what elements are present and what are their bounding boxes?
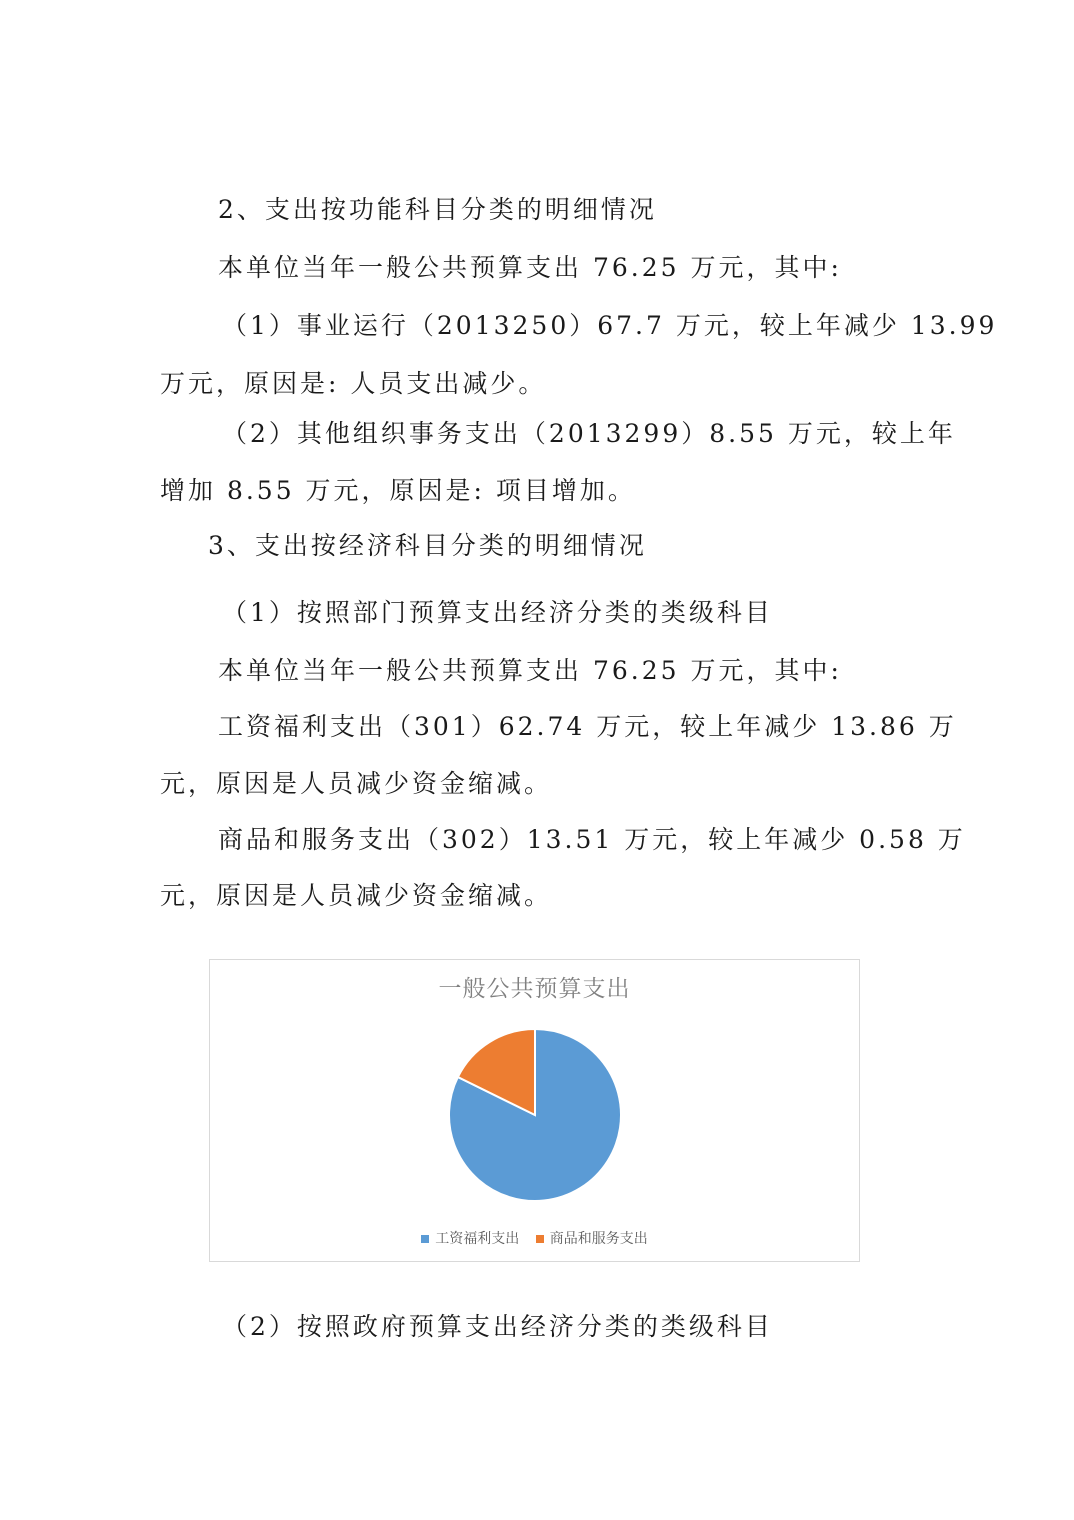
legend-label-goods-services: 商品和服务支出 — [549, 1231, 648, 1247]
paragraph-line: （1）事业运行（2013250）67.7 万元，较上年减少 13.99 — [222, 311, 998, 340]
paragraph-line: 元，原因是人员减少资金缩减。 — [160, 881, 553, 910]
chart-legend — [210, 1228, 859, 1248]
legend-item-goods-services — [536, 1228, 648, 1248]
legend-label-salary: 工资福利支出 — [435, 1231, 520, 1247]
paragraph-line: 增加 8.55 万元，原因是: 项目增加。 — [160, 476, 636, 505]
paragraph-line: 商品和服务支出（302）13.51 万元，较上年减少 0.58 万 — [218, 825, 966, 854]
paragraph-line: 工资福利支出（301）62.74 万元，较上年减少 13.86 万 — [218, 712, 957, 741]
paragraph-line: 本单位当年一般公共预算支出 76.25 万元，其中: — [218, 253, 842, 282]
paragraph-line: 元，原因是人员减少资金缩减。 — [160, 769, 553, 798]
chart-title: 一般公共预算支出 — [438, 976, 631, 1002]
section-heading-functional: 2、支出按功能科目分类的明细情况 — [218, 195, 657, 224]
legend-item-salary — [421, 1228, 519, 1248]
paragraph-line: 本单位当年一般公共预算支出 76.25 万元，其中: — [218, 656, 842, 685]
paragraph-line: 万元，原因是: 人员支出减少。 — [160, 369, 547, 398]
section-heading-government: （2）按照政府预算支出经济分类的类级科目 — [222, 1312, 773, 1341]
pie-chart-svg — [210, 960, 859, 1261]
legend-swatch-salary — [421, 1235, 429, 1243]
paragraph-line: （1）按照部门预算支出经济分类的类级科目 — [222, 598, 773, 627]
pie-chart — [209, 959, 860, 1262]
section-heading-economic: 3、支出按经济科目分类的明细情况 — [208, 531, 647, 560]
legend-swatch-goods-services — [536, 1235, 544, 1243]
paragraph-line: （2）其他组织事务支出（2013299）8.55 万元，较上年 — [222, 419, 956, 448]
